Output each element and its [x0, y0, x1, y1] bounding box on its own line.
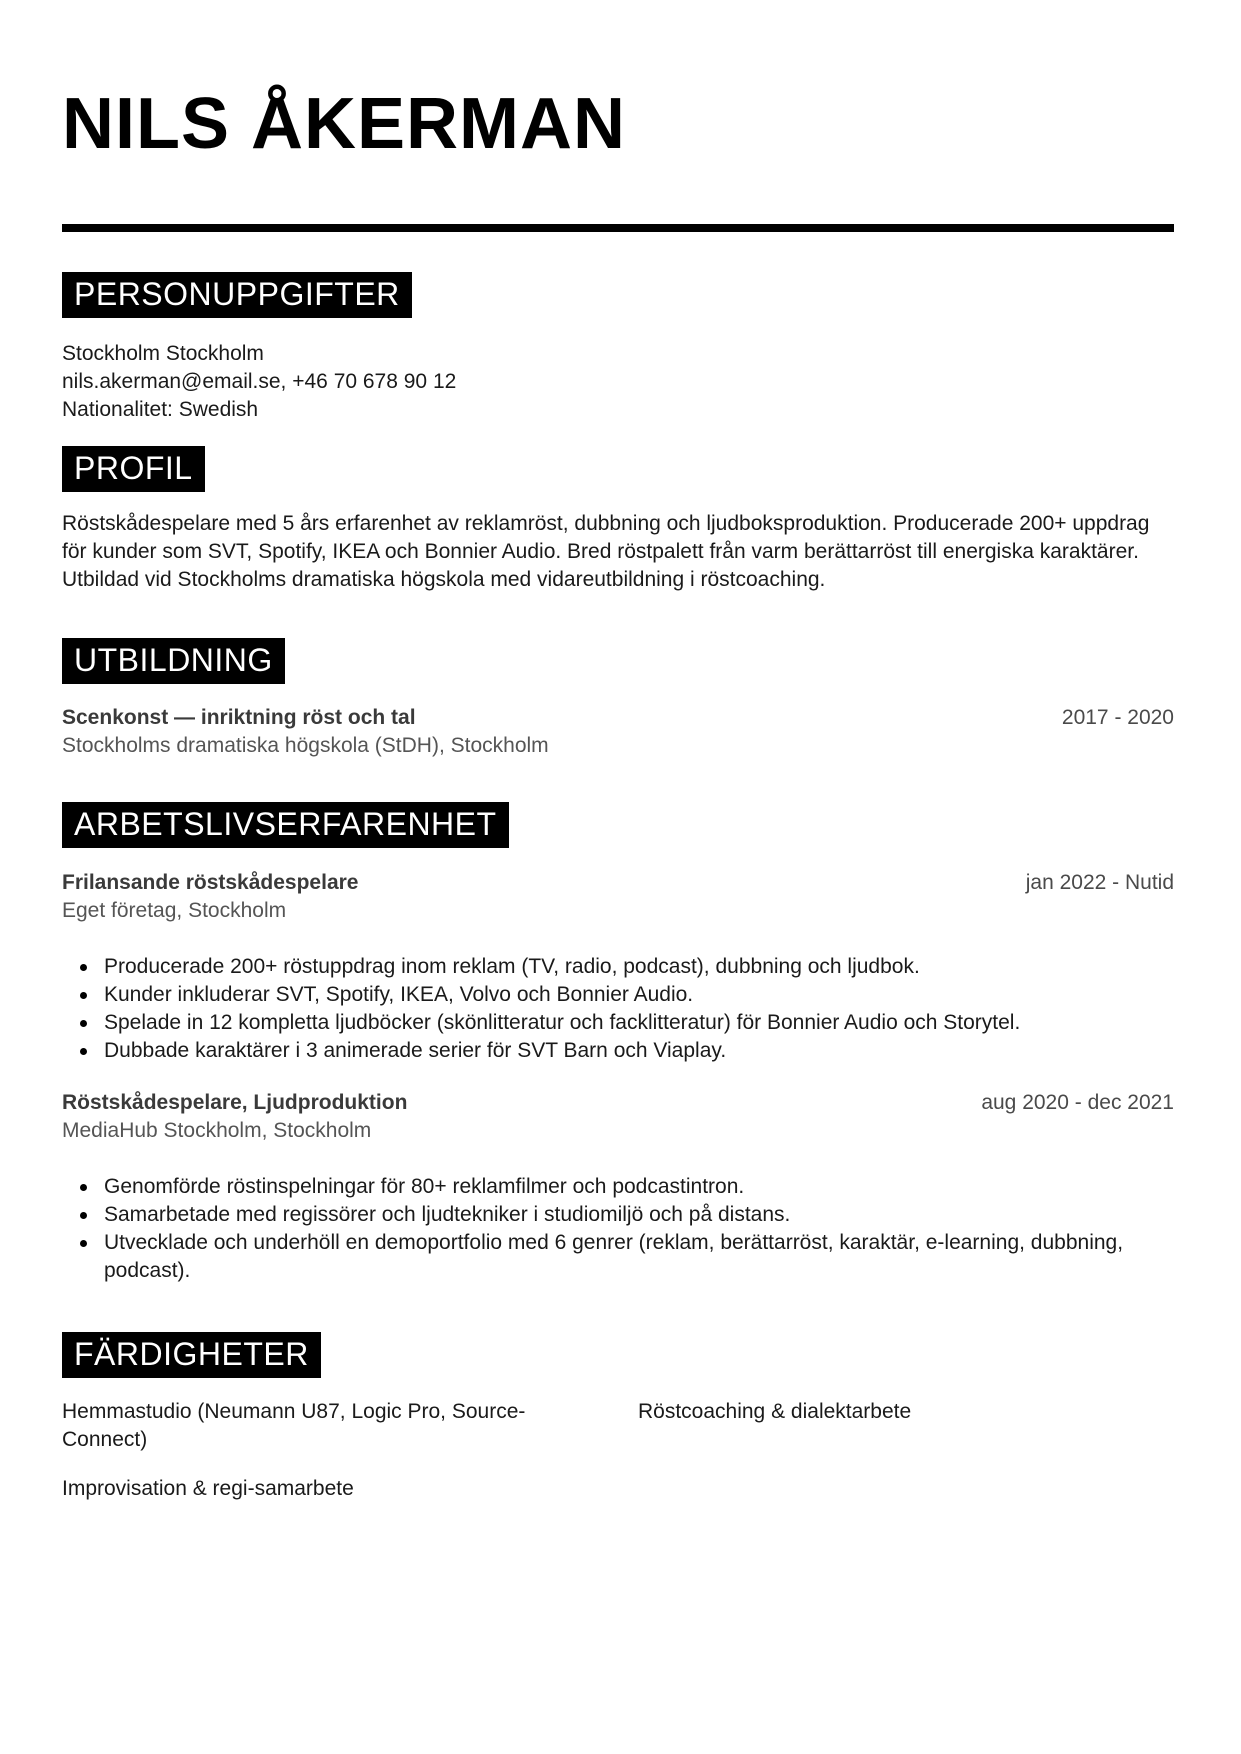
profile-text: Röstskådespelare med 5 års erfarenhet av reklamröst, dubbning och ljudboksproduktion. Producerade 200+ uppdrag för kunder som SVT, Spotify, IKEA och Bonnier Audio. Bred röstpalett från varm berättarröst till energiska karaktärer. Utbildad vid Stockholms dramatiska högskola med vidareutbildning i röstcoaching. — [62, 512, 1150, 591]
list-item: Utvecklade och underhöll en demoportfolio med 6 genrer (reklam, berättarröst, karaktär, e-learning, dubbning, podcast). — [62, 1229, 1174, 1285]
bullet-icon — [80, 1020, 87, 1027]
list-item: Producerade 200+ röstuppdrag inom reklam (TV, radio, podcast), dubbning och ljudbok. — [62, 953, 1174, 981]
job-employer-1: Eget företag, Stockholm — [62, 899, 287, 922]
list-item: Genomförde röstinspelningar för 80+ reklamfilmer och podcastintron. — [62, 1173, 1174, 1201]
job-date-1: jan 2022 - Nutid — [1025, 871, 1174, 894]
bullet-icon — [80, 964, 87, 971]
skill-item-3: Improvisation & regi-samarbete — [62, 1477, 354, 1500]
section-heading-education: UTBILDNING — [62, 638, 285, 684]
personal-contact: nils.akerman@email.se, +46 70 678 90 12 — [62, 370, 457, 393]
skill-item-1: Hemmastudio (Neumann U87, Logic Pro, Source-Connect) — [62, 1400, 526, 1451]
education-date: 2017 - 2020 — [1061, 706, 1174, 729]
job-bullets-2 — [62, 1173, 1174, 1285]
bullet-icon — [80, 1240, 87, 1247]
bullet-icon — [80, 1048, 87, 1055]
bullet-icon — [80, 1184, 87, 1191]
job-date-2: aug 2020 - dec 2021 — [981, 1091, 1174, 1114]
job-bullets-1 — [62, 953, 1174, 1065]
section-heading-profile: PROFIL — [62, 446, 205, 492]
job-title-1: Frilansande röstskådespelare — [62, 871, 359, 894]
section-heading-experience: ARBETSLIVSERFARENHET — [62, 802, 509, 848]
skill-item-2: Röstcoaching & dialektarbete — [638, 1400, 912, 1423]
person-name: NILS ÅKERMAN — [62, 84, 626, 164]
education-title: Scenkonst — inriktning röst och tal — [62, 706, 416, 729]
personal-location: Stockholm Stockholm — [62, 342, 264, 365]
header-divider — [62, 224, 1174, 232]
education-institution: Stockholms dramatiska högskola (StDH), Stockholm — [62, 734, 549, 757]
section-heading-skills: FÄRDIGHETER — [62, 1332, 321, 1378]
section-heading-personal: PERSONUPPGIFTER — [62, 272, 412, 318]
list-item: Kunder inkluderar SVT, Spotify, IKEA, Volvo och Bonnier Audio. — [62, 981, 1174, 1009]
bullet-icon — [80, 1212, 87, 1219]
personal-nationality: Nationalitet: Swedish — [62, 398, 259, 421]
list-item: Dubbade karaktärer i 3 animerade serier för SVT Barn och Viaplay. — [62, 1037, 1174, 1065]
list-item: Samarbetade med regissörer och ljudtekniker i studiomiljö och på distans. — [62, 1201, 1174, 1229]
job-title-2: Röstskådespelare, Ljudproduktion — [62, 1091, 408, 1114]
job-employer-2: MediaHub Stockholm, Stockholm — [62, 1119, 372, 1142]
list-item: Spelade in 12 kompletta ljudböcker (skönlitteratur och facklitteratur) för Bonnier Audio och Storytel. — [62, 1009, 1174, 1037]
bullet-icon — [80, 992, 87, 999]
